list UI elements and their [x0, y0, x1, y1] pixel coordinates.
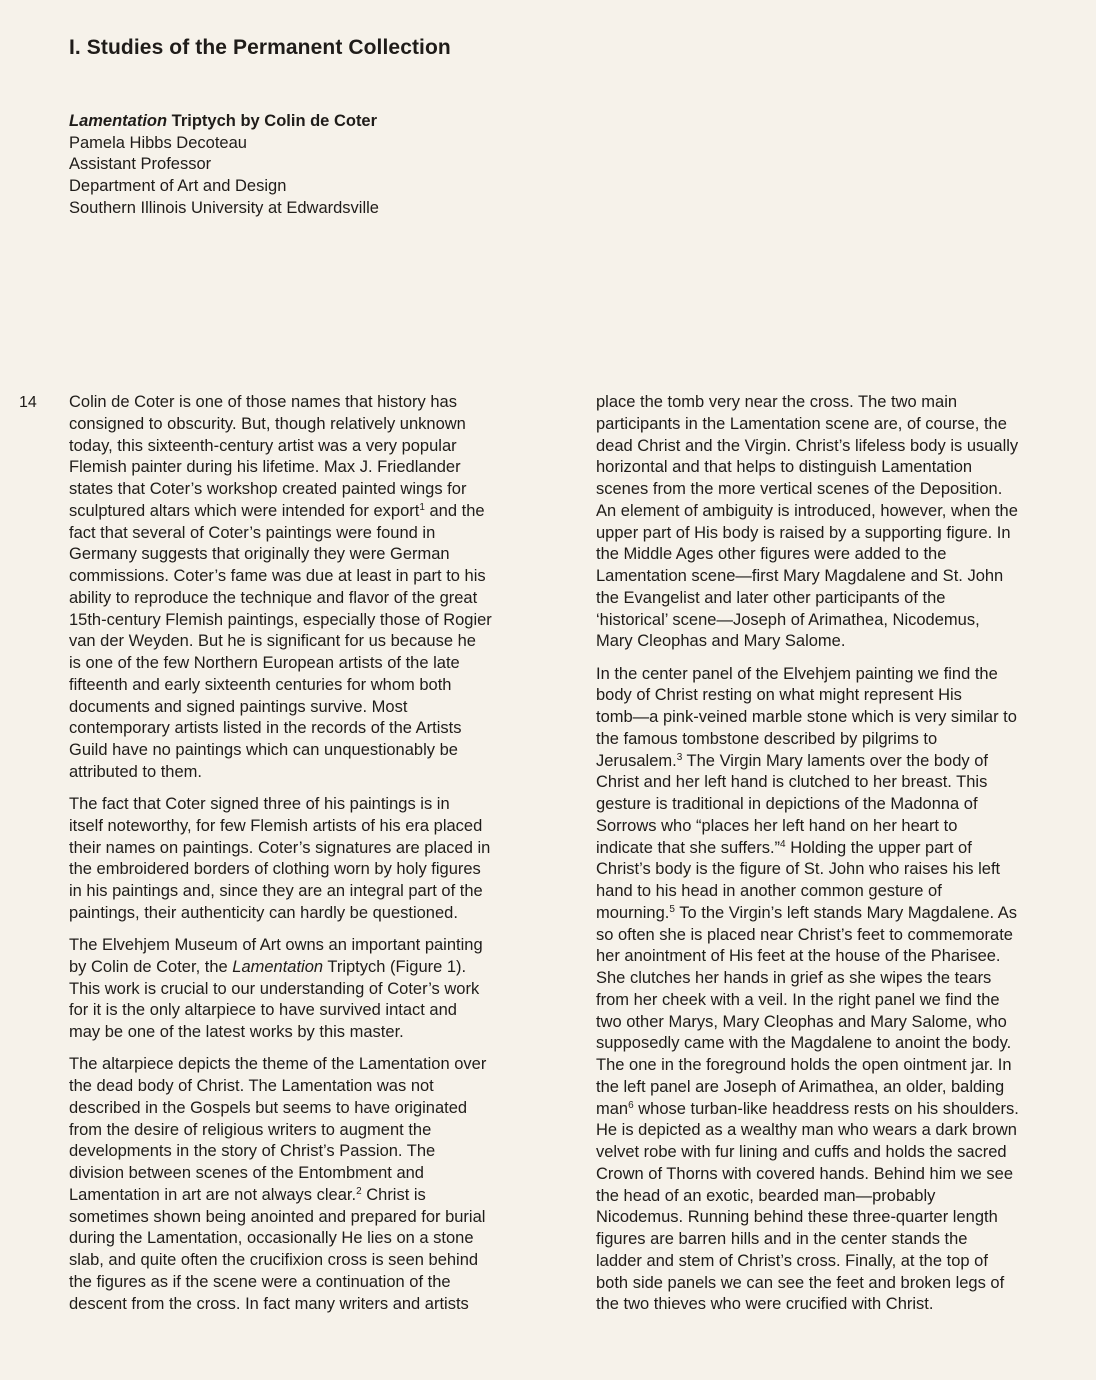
text-line — [69, 631, 549, 653]
text-segment: To the Virgin’s left stands Mary Magdalene. As — [674, 903, 1018, 922]
text-segment: Christ and her left hand is clutched to her breast. This — [596, 773, 988, 792]
text-segment: participants in the Lamentation scene are, of course, the — [596, 414, 1007, 433]
text-segment: ladder and stem of Christ’s cross. Finally, at the top of — [596, 1251, 988, 1270]
text-line — [69, 414, 549, 436]
text-segment: scenes from the more vertical scenes of the Deposition. — [596, 480, 1003, 498]
text-segment: velvet robe with fur lining and cuffs and holds the sacred — [596, 1143, 1007, 1161]
text-line — [69, 903, 549, 925]
text-segment: indicate that she suffers.” — [596, 838, 781, 857]
text-segment: Jerusalem. — [596, 751, 677, 770]
text-segment: so often she is placed near Christ’s feet to commemorate — [596, 925, 1013, 944]
text-segment: states that Coter’s workshop created painted wings for — [69, 480, 467, 498]
article-title-italic: Lamentation — [69, 112, 168, 130]
text-segment: attributed to them. — [69, 762, 202, 781]
text-line — [69, 1272, 549, 1294]
text-line — [69, 740, 549, 762]
text-segment: both side panels we can see the feet and broken legs of — [596, 1273, 1005, 1292]
text-segment: upper part of His body is raised by a supporting figure. In — [596, 523, 1011, 542]
text-segment: Germany suggests that originally they were German — [69, 545, 450, 564]
text-segment: documents and signed paintings survive. Most — [69, 697, 408, 716]
text-line — [596, 392, 1076, 414]
text-line — [596, 588, 1076, 610]
text-line — [69, 392, 549, 414]
text-segment: division between scenes of the Entombment and — [69, 1164, 424, 1182]
text-line — [596, 729, 1076, 751]
author-name: Pamela Hibbs Decoteau — [69, 133, 247, 152]
text-segment: sculptured altars which were intended for export — [69, 501, 420, 520]
text-line — [69, 479, 549, 501]
footnote-marker: 4 — [780, 838, 786, 850]
article-title-rest: Triptych by Colin de Coter — [167, 112, 378, 130]
text-line — [69, 610, 549, 632]
text-segment: The Elvehjem Museum of Art owns an important painting — [69, 936, 483, 954]
text-segment: fact that several of Coter’s paintings were found in — [69, 523, 436, 542]
text-line — [69, 1163, 549, 1185]
text-line — [596, 414, 1076, 436]
text-line — [596, 610, 1076, 632]
text-column-right — [596, 392, 1076, 1327]
text-segment: and the — [424, 501, 485, 520]
text-segment: described in the Gospels but seems to have originated — [69, 1098, 468, 1117]
text-segment: the head of an exotic, bearded man—probably — [596, 1186, 936, 1205]
text-segment: man — [596, 1099, 629, 1118]
text-line — [596, 1120, 1076, 1142]
text-segment: during the Lamentation, occasionally He lies on a stone — [69, 1229, 474, 1248]
text-segment: tomb—a pink-veined marble stone which is very similar to — [596, 708, 1017, 726]
text-line — [69, 1120, 549, 1142]
italic-title: Lamentation — [232, 957, 324, 976]
text-segment: by Colin de Coter, the — [69, 957, 233, 976]
text-line — [69, 1228, 549, 1250]
text-column-left — [69, 392, 549, 1326]
text-segment: the embroidered borders of clothing worn by holy figures — [69, 860, 481, 879]
article-title — [69, 111, 379, 133]
text-line — [596, 1207, 1076, 1229]
text-segment: ‘historical’ scene—Joseph of Arimathea, Nicodemus, — [596, 610, 980, 629]
text-line — [69, 979, 549, 1001]
text-segment: Guild have no paintings which can unquestionably be — [69, 741, 458, 759]
text-segment: An element of ambiguity is introduced, however, when the — [596, 501, 1018, 520]
footnote-marker: 1 — [419, 501, 425, 513]
text-line — [596, 664, 1076, 686]
paragraph — [596, 392, 1076, 653]
text-segment: the figures as if the scene were a continuation of the — [69, 1272, 451, 1291]
text-segment: In the center panel of the Elvehjem painting we find the — [596, 664, 998, 683]
section-title: I. Studies of the Permanent Collection — [69, 36, 451, 59]
text-segment: sometimes shown being anointed and prepared for burial — [69, 1207, 486, 1226]
text-line — [596, 523, 1076, 545]
text-line — [69, 935, 549, 957]
paragraph — [69, 392, 549, 784]
text-segment: Crown of Thorns with covered hands. Behind him we see — [596, 1164, 1013, 1183]
text-segment: The Virgin Mary laments over the body of — [682, 751, 988, 770]
text-line — [596, 816, 1076, 838]
text-segment: This work is crucial to our understanding of Coter’s work — [69, 979, 480, 998]
text-line — [69, 816, 549, 838]
text-line — [596, 707, 1076, 729]
text-line — [596, 501, 1076, 523]
text-line — [596, 881, 1076, 903]
text-segment: descent from the cross. In fact many writers and artists — [69, 1294, 469, 1313]
text-segment: two other Marys, Mary Cleophas and Mary Salome, who — [596, 1012, 1007, 1031]
text-segment: fifteenth and early sixteenth centuries for whom both — [69, 675, 452, 694]
text-segment: The altarpiece depicts the theme of the Lamentation over — [69, 1055, 487, 1074]
text-line — [596, 1229, 1076, 1251]
text-line — [69, 1000, 549, 1022]
text-line — [596, 1099, 1076, 1121]
text-line — [69, 1076, 549, 1098]
text-line — [69, 1022, 549, 1044]
text-segment: She clutches her hands in grief as she wipes the tears — [596, 969, 992, 987]
text-line — [596, 925, 1076, 947]
footnote-marker: 6 — [628, 1099, 634, 1111]
author-position: Assistant Professor — [69, 155, 212, 174]
text-segment: the Middle Ages other figures were added to the — [596, 545, 947, 564]
text-line — [69, 501, 549, 523]
text-line — [596, 1142, 1076, 1164]
text-line — [596, 1012, 1076, 1034]
text-line — [596, 1077, 1076, 1099]
text-line — [69, 697, 549, 719]
text-line — [69, 762, 549, 784]
text-line — [69, 859, 549, 881]
footnote-marker: 3 — [676, 751, 683, 763]
text-segment: the two thieves who were crucified with Christ. — [596, 1295, 934, 1314]
text-segment: slab, and quite often the crucifixion cross is seen behind — [69, 1251, 479, 1269]
text-line — [596, 859, 1076, 881]
text-segment: the famous tombstone described by pilgrims to — [596, 729, 938, 748]
text-line — [596, 772, 1076, 794]
paragraph — [596, 664, 1076, 1317]
text-segment: horizontal and that helps to distinguish Lamentation — [596, 458, 973, 477]
text-segment: today, this sixteenth-century artist was a very popular — [69, 436, 457, 455]
text-segment: her anointment of His feet at the house of the Pharisee. — [596, 947, 1001, 966]
text-segment: Nicodemus. Running behind these three-quarter length — [596, 1208, 998, 1227]
text-segment: hand to his head in another common gesture of — [596, 882, 942, 900]
text-line — [69, 957, 549, 979]
text-line — [596, 990, 1076, 1012]
text-segment: itself noteworthy, for few Flemish artists of his era placed — [69, 816, 483, 835]
text-segment: from the desire of religious writers to augment the — [69, 1120, 432, 1139]
text-segment: van der Weyden. But he is significant for us because he — [69, 632, 476, 651]
text-segment: body of Christ resting on what might represent His — [596, 686, 962, 705]
text-line — [69, 457, 549, 479]
text-segment: paintings, their authenticity can hardly be questioned. — [69, 903, 458, 922]
text-line — [596, 1273, 1076, 1295]
text-line — [596, 751, 1076, 773]
text-segment: the left panel are Joseph of Arimathea, an older, balding — [596, 1077, 1005, 1096]
text-line — [69, 1294, 549, 1316]
text-segment: developments in the story of Christ’s Passion. The — [69, 1142, 436, 1161]
text-segment: place the tomb very near the cross. The two main — [596, 393, 958, 411]
text-line — [596, 479, 1076, 501]
text-line — [69, 1185, 549, 1207]
text-line — [596, 631, 1076, 653]
text-segment: gesture is traditional in depictions of the Madonna of — [596, 795, 978, 813]
text-segment: He is depicted as a wealthy man who wears a dark brown — [596, 1121, 1017, 1140]
text-line — [69, 588, 549, 610]
text-line — [596, 794, 1076, 816]
text-segment: 15th-century Flemish paintings, especially those of Rogier — [69, 610, 492, 629]
text-segment: the dead body of Christ. The Lamentation was not — [69, 1077, 434, 1095]
text-line — [69, 1250, 549, 1272]
text-line — [596, 1186, 1076, 1208]
paragraph — [69, 794, 549, 925]
text-line — [596, 1055, 1076, 1077]
text-line — [69, 1054, 549, 1076]
paragraph — [69, 1054, 549, 1315]
author-department: Department of Art and Design — [69, 177, 287, 196]
text-segment: Holding the upper part of — [785, 838, 972, 857]
text-line — [69, 1098, 549, 1120]
text-segment: mourning. — [596, 903, 670, 922]
text-line — [596, 685, 1076, 707]
text-segment: for it is the only altarpiece to have survived intact and — [69, 1001, 457, 1020]
text-line — [69, 1141, 549, 1163]
text-line — [69, 718, 549, 740]
text-line — [69, 544, 549, 566]
text-line — [596, 1251, 1076, 1273]
text-segment: Sorrows who “places her left hand on her heart to — [596, 816, 958, 835]
text-segment: figures are barren hills and in the center stands the — [596, 1230, 968, 1248]
text-line — [596, 946, 1076, 968]
text-line — [69, 523, 549, 545]
text-segment: Lamentation scene—first Mary Magdalene and St. John — [596, 567, 1004, 585]
text-segment: the Evangelist and later other participants of the — [596, 588, 946, 607]
text-line — [69, 838, 549, 860]
text-segment: is one of the few Northern European artists of the late — [69, 654, 460, 672]
article-header — [69, 111, 379, 220]
text-segment: supposedly came with the Magdalene to anoint the body. — [596, 1034, 1012, 1053]
text-line — [596, 838, 1076, 860]
text-line — [69, 881, 549, 903]
text-line — [596, 903, 1076, 925]
text-segment: ability to reproduce the technique and flavor of the great — [69, 588, 478, 607]
text-segment: commissions. Coter’s fame was due at least in part to his — [69, 567, 486, 585]
text-segment: Christ is — [361, 1185, 426, 1204]
footnote-marker: 2 — [356, 1185, 362, 1197]
text-line — [596, 1033, 1076, 1055]
text-segment: Flemish painter during his lifetime. Max J. Friedlander — [69, 458, 461, 477]
text-segment: may be one of the latest works by this master. — [69, 1023, 404, 1041]
text-line — [596, 457, 1076, 479]
text-segment: consigned to obscurity. But, though relatively unknown — [69, 414, 466, 433]
text-segment: The fact that Coter signed three of his paintings is in — [69, 795, 450, 813]
text-line — [596, 544, 1076, 566]
author-institution: Southern Illinois University at Edwardsville — [69, 198, 379, 217]
text-line — [69, 1207, 549, 1229]
page-number: 14 — [19, 394, 37, 411]
text-segment: Triptych (Figure 1). — [323, 957, 467, 976]
text-segment: whose turban-like headdress rests on his shoulders. — [633, 1099, 1019, 1118]
text-segment: dead Christ and the Virgin. Christ’s lifeless body is usually — [596, 436, 1019, 455]
text-line — [596, 1294, 1076, 1316]
text-line — [69, 653, 549, 675]
text-segment: Lamentation in art are not always clear. — [69, 1185, 357, 1204]
text-line — [596, 1164, 1076, 1186]
text-segment: their names on paintings. Coter’s signatures are placed in — [69, 838, 491, 857]
text-line — [69, 794, 549, 816]
text-line — [596, 436, 1076, 458]
text-line — [596, 968, 1076, 990]
paragraph — [69, 935, 549, 1044]
text-segment: from her cheek with a veil. In the right panel we find the — [596, 990, 1000, 1009]
text-segment: The one in the foreground holds the open ointment jar. In — [596, 1056, 1012, 1074]
text-line — [69, 566, 549, 588]
footnote-marker: 5 — [669, 903, 675, 915]
text-segment: in his paintings and, since they are an integral part of the — [69, 882, 483, 900]
text-segment: Colin de Coter is one of those names that history has — [69, 393, 457, 411]
text-segment: Christ’s body is the figure of St. John who raises his left — [596, 860, 1001, 879]
text-segment: Mary Cleophas and Mary Salome. — [596, 632, 846, 651]
text-segment: contemporary artists listed in the records of the Artists — [69, 719, 462, 738]
text-line — [596, 566, 1076, 588]
text-line — [69, 675, 549, 697]
text-line — [69, 436, 549, 458]
